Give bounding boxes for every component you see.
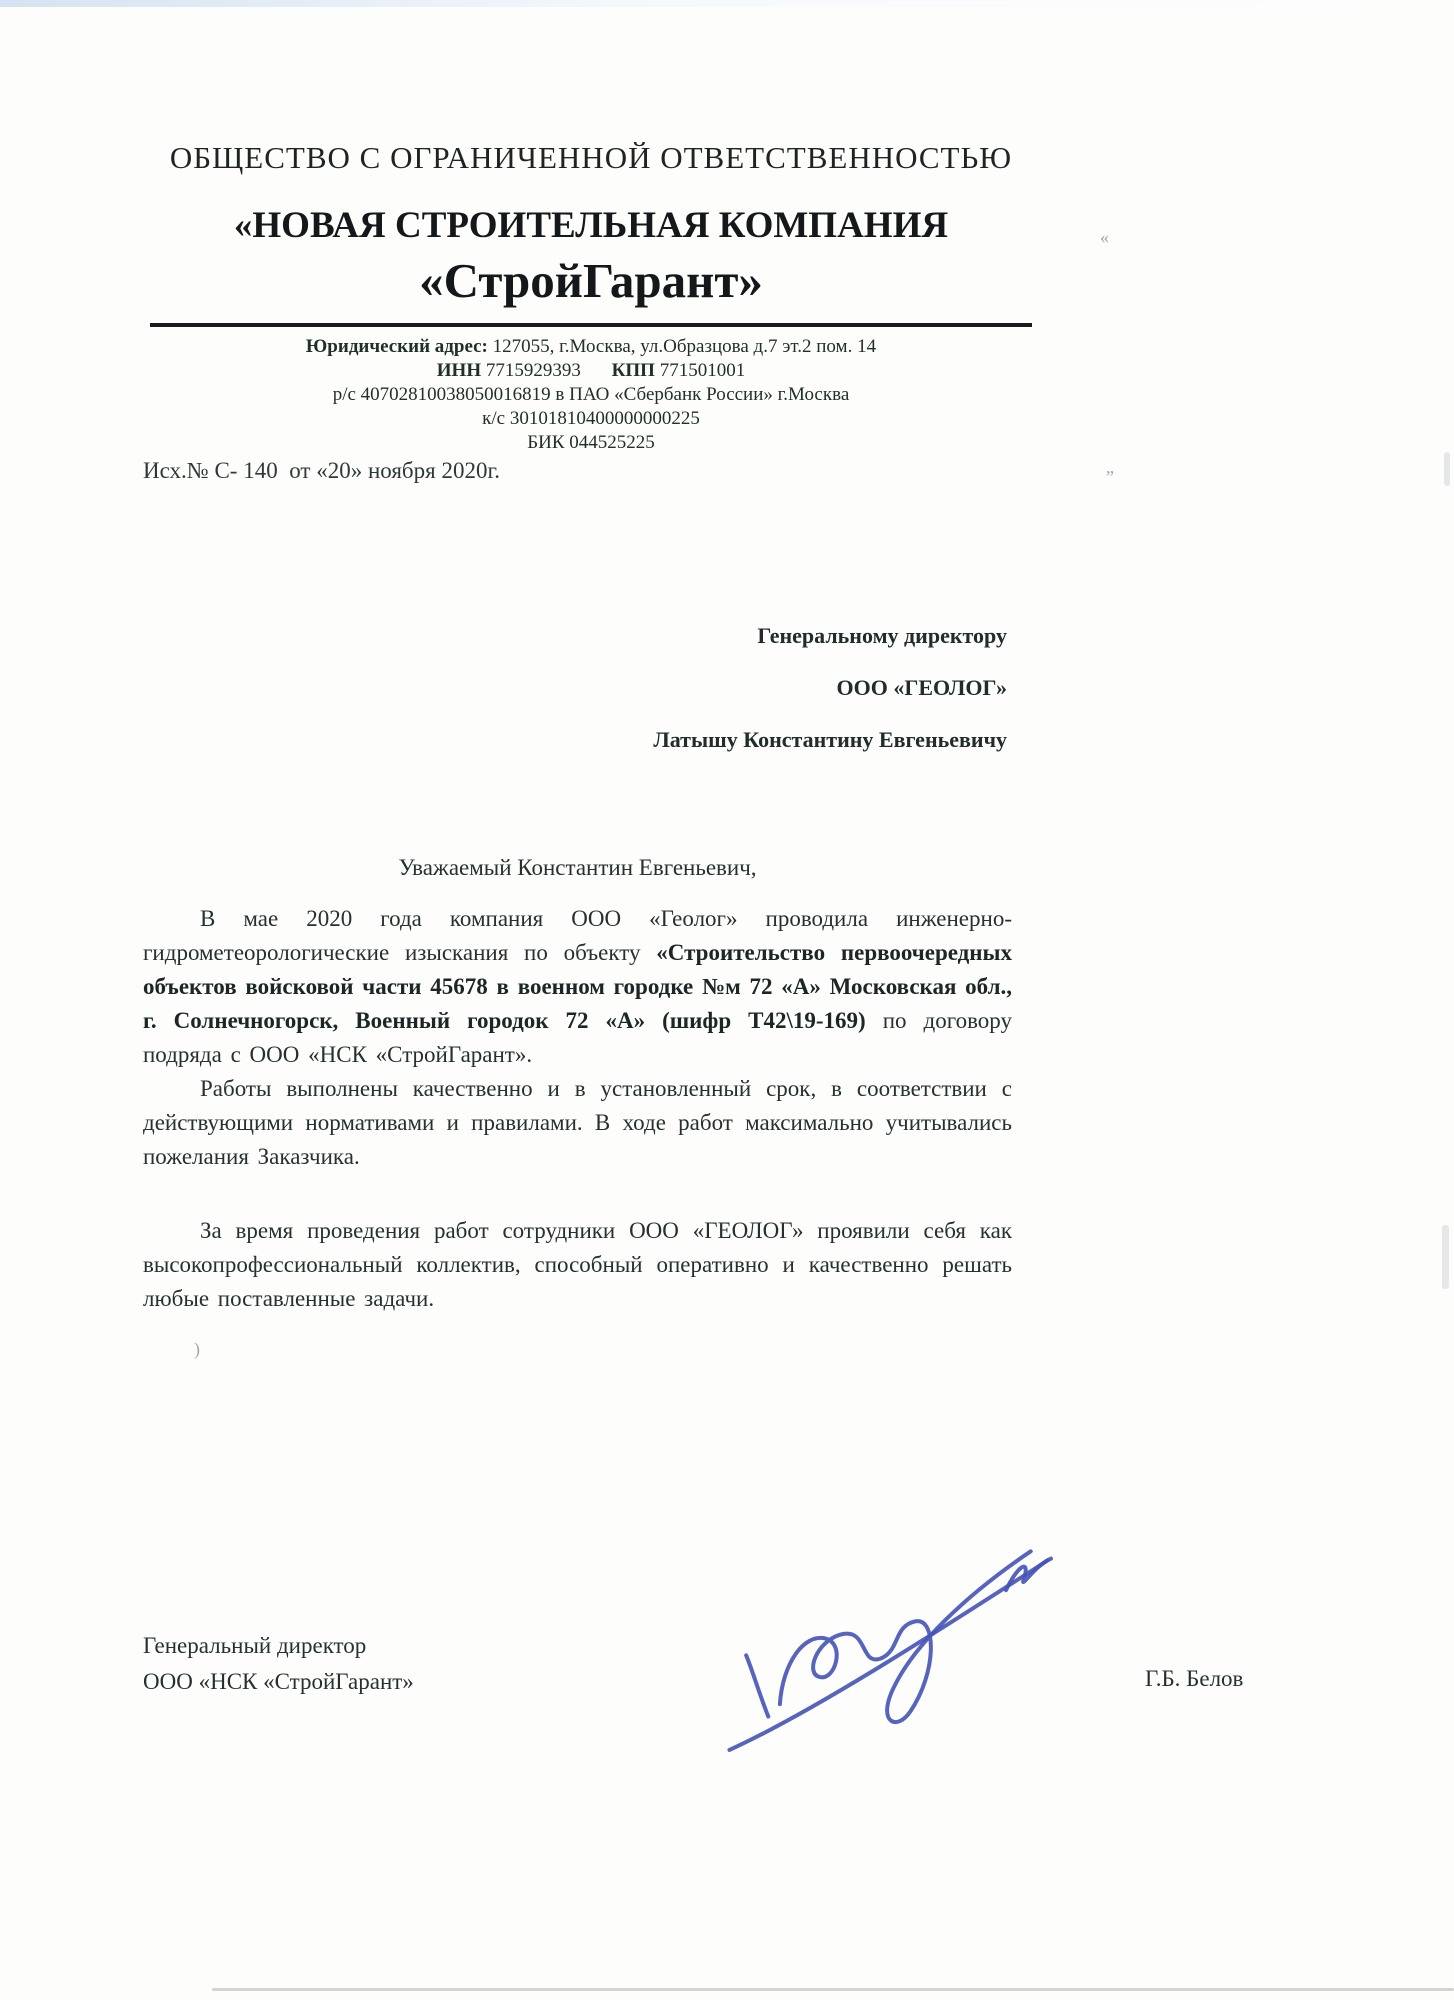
- paragraph-1-start: В мае 2020 года компания ООО «Геолог» проводила инженерно-гидрометеорологические изыскания по объекту: [143, 906, 1012, 965]
- kpp-label: КПП: [611, 360, 655, 381]
- legal-address-label: Юридический адрес:: [305, 336, 488, 357]
- handwritten-signature: [708, 1526, 1088, 1771]
- org-type-heading: ОБЩЕСТВО С ОГРАНИЧЕННОЙ ОТВЕТСТВЕННОСТЬЮ: [169, 140, 1013, 175]
- company-name-line1: «НОВАЯ СТРОИТЕЛЬНАЯ КОМПАНИЯ: [233, 205, 949, 246]
- reference-number-line: Исх.№ С- 140 от «20» ноября 2020г.: [143, 458, 501, 483]
- letterhead-requisites: [150, 335, 1032, 455]
- signer-name: Г.Б. Белов: [1145, 1666, 1244, 1691]
- scan-artifact: [212, 1988, 1454, 1991]
- company-name-line2: «СтройГарант»: [419, 253, 763, 308]
- legal-address-value: 127055, г.Москва, ул.Образцова д.7 эт.2 пом. 14: [492, 336, 877, 357]
- paragraph-1: [143, 902, 1012, 1072]
- scan-artifact: «: [1100, 227, 1109, 247]
- settlement-account-line: р/с 40702810038050016819 в ПАО «Сбербанк России» г.Москва: [332, 384, 850, 405]
- recipient-position: Генеральному директору: [757, 623, 1007, 648]
- scan-artifact: [1444, 452, 1450, 486]
- paragraph-2: Работы выполнены качественно и в установленный срок, в соответствии с действующими нормативами и правилами. В ходе работ максимально учитывались пожелания Заказчика.: [143, 1076, 1012, 1169]
- scan-artifact: ): [194, 1339, 200, 1359]
- recipient-company: ООО «ГЕОЛОГ»: [836, 675, 1007, 700]
- letter-body: [143, 902, 1012, 1316]
- scan-artifact: „: [1106, 457, 1114, 477]
- paragraph-3: За время проведения работ сотрудники ООО «ГЕОЛОГ» проявили себя как высокопрофессиональный коллектив, способный оперативно и качественно решать любые поставленные задачи.: [143, 1218, 1012, 1311]
- paragraph-1-end: по договору подряда с ООО «НСК «СтройГарант».: [143, 1008, 1012, 1067]
- recipient-person: Латышу Константину Евгеньевичу: [653, 727, 1007, 752]
- inn-label: ИНН: [436, 360, 482, 381]
- signer-title-block: [143, 1628, 414, 1700]
- letterhead-divider: [150, 323, 1032, 327]
- recipient-block: [645, 610, 1007, 766]
- bik-line: БИК 044525225: [527, 432, 655, 453]
- inn-kpp-line: [150, 359, 1032, 383]
- paragraph-1-object-bold: «Строительство первоочередных объектов войсковой части 45678 в военном городке №м 72 «А» Московская обл., г. Солнечногорск, Военный городок 72 «А» (шифр Т42\19-169): [143, 940, 1012, 1033]
- kpp-value: 771501001: [659, 360, 746, 381]
- signer-title-line1: Генеральный директор: [143, 1633, 367, 1658]
- salutation: Уважаемый Константин Евгеньевич,: [398, 855, 757, 880]
- corr-account-line: к/с 30101810400000000225: [482, 408, 700, 429]
- legal-address-line: [150, 335, 1032, 359]
- scanner-edge-tint: [0, 0, 1454, 7]
- inn-value: 7715929393: [485, 360, 581, 381]
- scan-artifact: [1442, 1225, 1449, 1289]
- signer-title-line2: ООО «НСК «СтройГарант»: [143, 1669, 414, 1694]
